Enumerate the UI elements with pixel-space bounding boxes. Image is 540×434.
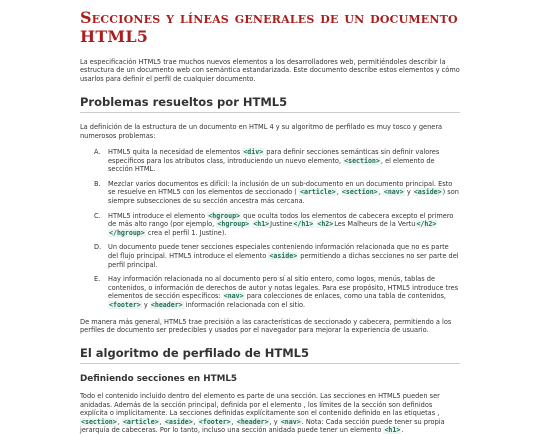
code-footer: <footer> [109, 300, 141, 309]
code-h1-open: <h1> [253, 220, 270, 229]
defining-paragraph: Todo el contenido incluido dentro del elemento es parte de una sección. Las secciones en HTML5 pueden ser anidadas. Además de la sección principal, definida por el elemento , los límites de la sección son definidos explícita o implícitamente. La secciones definidas explícitamente son el contenido definido en las etiquetas , <section>, <article>, <aside>, <footer>, <header>, y <nav>. Nota: Cada sección puede tener su propia jerarquía de cabeceras. Por lo tanto, incluso una sección anidada puede tener un elemento <h1>. [80, 392, 445, 434]
code-nav: <nav> [223, 292, 244, 301]
code-hgroup-close: </hgroup> [109, 228, 145, 237]
subsection-heading-defining: Definiendo secciones en HTML5 [80, 374, 238, 385]
code-nav: <nav> [280, 417, 301, 426]
list-marker: C. [94, 211, 101, 220]
list-marker: A. [94, 148, 101, 157]
code-h2-close: </h2> [416, 220, 437, 229]
code-hgroup-open: <hgroup> [217, 220, 250, 229]
code-footer: <footer> [198, 417, 231, 426]
code-h1: <h1> [384, 425, 401, 434]
section-heading-algorithm: El algoritmo de perfilado de HTML5 [80, 346, 460, 364]
code-header: <header> [236, 417, 269, 426]
code-section: <section> [341, 188, 378, 197]
page-title-html5: HTML5 [80, 27, 149, 46]
code-header: <header> [150, 300, 183, 309]
intro-paragraph: La especificación HTML5 trae muchos nuevos elementos a los desarrolladores web, permitiéndoles describir la estructura de un documento web con semántica estandarizada. Este documento describe estos elementos y cómo usarlos para definir el perfil de cualquier documento. [80, 58, 460, 83]
code-section: <section> [344, 156, 380, 165]
list-item: C. HTML5 introduce el elemento <hgroup> que oculta todos los elementos de cabecera excepto el primero de más alto rango (por ejemplo, <hgroup> <h1>Justine</h1> <h2>Les Malheurs de la Vertu</h2> </hgroup> crea el perfil 1. Justine). [94, 211, 454, 237]
code-h1-close: </h1> [293, 220, 314, 229]
problems-list [80, 148, 460, 310]
list-marker: D. [94, 243, 102, 252]
section-heading-problems: Problemas resueltos por HTML5 [80, 95, 460, 113]
page-title-text: Secciones y líneas generales de un documento [80, 8, 458, 27]
code-hgroup: <hgroup> [208, 211, 241, 220]
code-article: <article> [299, 188, 336, 197]
list-item: B. Mezclar varios documentos es difícil: la inclusión de un sub-documento en un documento principal. Esto se resuelve en HTML5 con los elementos de seccionado ( <article>, <section>, <nav> y <aside>) son siempre subsecciones de su sección ancestra más cercana. [94, 179, 459, 205]
problems-closing-paragraph: De manera más general, HTML5 trae precisión a las características de seccionado y cabecera, permitiendo a los perfiles de documento ser predecibles y usados por el navegador para mejorar la experiencia de usuario. [80, 317, 452, 334]
code-nav: <nav> [383, 188, 404, 197]
problems-lead-paragraph: La definición de la estructura de un documento en HTML 4 y su algoritmo de perfilado es muy tosco y genera numerosos problemas: [80, 123, 443, 140]
list-item: A. HTML5 quita la necesidad de elementos <div> para definir secciones semánticas sin definir valores específicos para los atributos class, introduciendo un nuevo elemento, <section>, el elemento de sección HTML. [94, 148, 440, 174]
code-aside: <aside> [413, 188, 442, 197]
page-title [80, 8, 460, 46]
code-div: <div> [243, 148, 264, 157]
list-item: E. Hay información relacionada no al documento pero sí al sitio entero, como logos, menús, tablas de contenidos, o información de derechos de autor y notas legales. Para ese propósito, HTML5 introduce tres elementos de sección específicos: <nav> para colecciones de enlaces, como una tabla de contenidos, <footer> y <header> información relacionada con el sitio. [94, 275, 459, 309]
list-marker: E. [94, 275, 101, 284]
list-marker: B. [94, 179, 101, 188]
code-aside: <aside> [164, 417, 193, 426]
code-article: <article> [122, 417, 159, 426]
code-aside: <aside> [269, 251, 298, 260]
code-h2-open: <h2> [317, 220, 334, 229]
code-section: <section> [81, 417, 117, 426]
list-item: D. Un documento puede tener secciones especiales conteniendo información relacionada que no es parte del flujo principal. HTML5 introduce el elemento <aside> permitiendo a dichas secciones no ser parte del perfil principal. [94, 243, 459, 269]
